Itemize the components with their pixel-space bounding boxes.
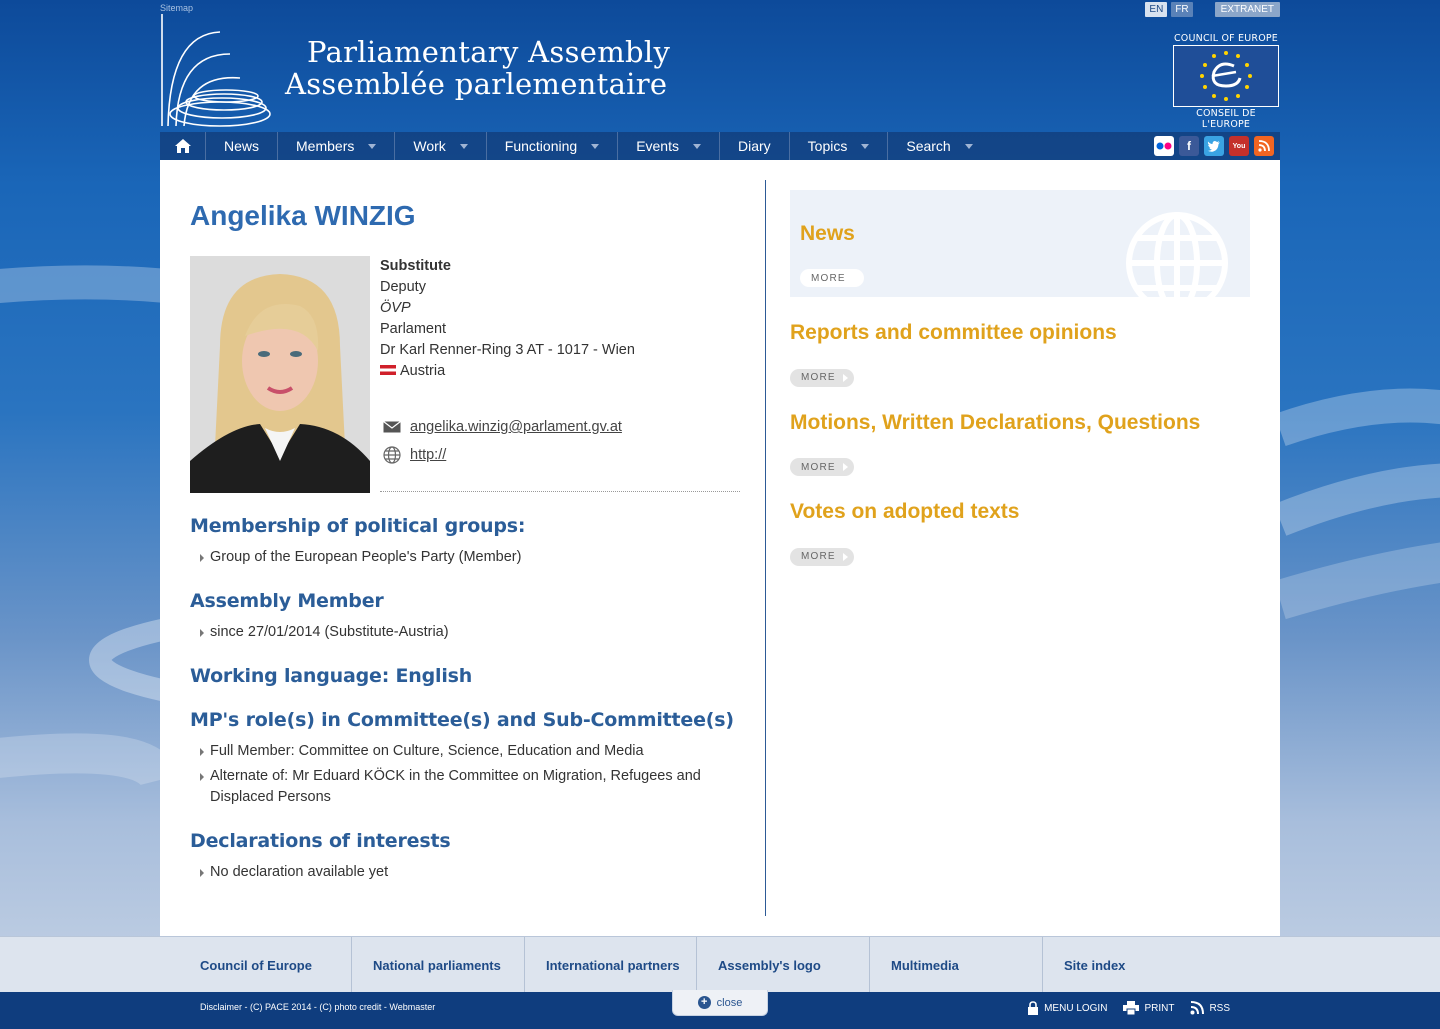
list-item: since 27/01/2014 (Substitute-Austria): [190, 622, 740, 643]
print-label: PRINT: [1144, 1002, 1175, 1014]
chevron-down-icon: [368, 144, 376, 149]
extranet-button[interactable]: EXTRANET: [1215, 2, 1280, 17]
assembly-title: [285, 36, 670, 100]
council-of-europe-logo[interactable]: [1172, 33, 1280, 130]
nav-label: Events: [636, 138, 679, 154]
print-button[interactable]: [1123, 1001, 1174, 1015]
committees-title: MP's role(s) in Committee(s) and Sub-Committee(s): [190, 709, 734, 731]
nav-item-functioning[interactable]: [487, 132, 618, 160]
member-country: [380, 361, 635, 382]
rss-button[interactable]: [1190, 1001, 1230, 1015]
footer-link-assembly-logo[interactable]: Assembly's logo: [718, 957, 821, 973]
list-item: Full Member: Committee on Culture, Science, Education and Media: [190, 741, 740, 762]
nav-label: Topics: [807, 138, 848, 154]
social-links: [1154, 136, 1274, 156]
footer-link-multimedia[interactable]: Multimedia: [891, 957, 959, 973]
column-divider: [765, 180, 766, 916]
nav-item-search[interactable]: [888, 132, 990, 160]
email-link[interactable]: angelika.winzig@parlament.gv.at: [410, 419, 622, 435]
member-contact: [380, 413, 622, 469]
rss-feed-icon: [1190, 1001, 1204, 1015]
member-photo: [190, 256, 370, 493]
list-item: Alternate of: Mr Eduard KÖCK in the Committee on Migration, Refugees and Displaced Persons: [190, 766, 740, 808]
member-details: [380, 256, 635, 382]
member-role: Deputy: [380, 279, 426, 295]
nav-item-work[interactable]: [395, 132, 486, 160]
footer-separator: [869, 937, 870, 993]
home-icon: [174, 138, 192, 154]
sidebar: [790, 190, 1250, 566]
profile-divider: [380, 491, 740, 492]
main-navigation: [160, 132, 1280, 160]
youtube-icon[interactable]: You: [1229, 136, 1249, 156]
news-title: News: [800, 222, 855, 245]
close-footer-tab[interactable]: [672, 990, 768, 1016]
close-label: close: [716, 996, 743, 1009]
declarations-title: Declarations of interests: [190, 830, 451, 852]
political-groups-list: [190, 547, 740, 568]
footer-link-national-parliaments[interactable]: National parliaments: [373, 957, 501, 973]
nav-label: News: [224, 138, 260, 154]
member-party: ÖVP: [380, 300, 411, 316]
lang-fr-button[interactable]: FR: [1171, 2, 1192, 17]
main-content-panel: [160, 160, 1280, 936]
nav-item-events[interactable]: [618, 132, 720, 160]
country-name: Austria: [400, 363, 446, 379]
nav-label: Members: [296, 138, 355, 154]
chevron-down-icon: [861, 144, 869, 149]
globe-icon: [1122, 208, 1232, 297]
declarations-list: [190, 862, 740, 883]
member-card: [190, 256, 740, 493]
coe-logo-top-text: COUNCIL OF EUROPE: [1173, 33, 1279, 44]
printer-icon: [1123, 1001, 1139, 1015]
lang-en-button[interactable]: EN: [1145, 2, 1167, 17]
member-profile: [190, 180, 740, 887]
footer-legal-text[interactable]: Disclaimer - (C) PACE 2014 - (C) photo credit - Webmaster: [200, 1002, 436, 1012]
austria-flag-icon: [380, 365, 396, 375]
sitemap-link[interactable]: Sitemap: [160, 3, 194, 13]
reports-more-button[interactable]: MORE: [790, 369, 854, 387]
language-bar: [1145, 2, 1280, 17]
assembly-member-list: [190, 622, 740, 643]
website-link[interactable]: http://: [410, 447, 447, 463]
footer-link-council-of-europe[interactable]: Council of Europe: [200, 957, 312, 973]
coe-logo-bottom-text: CONSEIL DE L'EUROPE: [1196, 108, 1256, 130]
assembly-member-title: Assembly Member: [190, 590, 384, 612]
nav-label: Search: [906, 138, 951, 154]
nav-item-news[interactable]: [206, 132, 278, 160]
footer-separator: [524, 937, 525, 993]
footer-separator: [351, 937, 352, 993]
facebook-icon[interactable]: f: [1179, 136, 1199, 156]
list-item: Group of the European People's Party (Member): [190, 547, 740, 568]
footer-separator: [1042, 937, 1043, 993]
working-language-title: Working language: English: [190, 665, 473, 687]
nav-item-diary[interactable]: [720, 132, 790, 160]
member-name: Angelika WINZIG: [190, 200, 416, 231]
rss-label: RSS: [1209, 1002, 1230, 1014]
news-box: [790, 190, 1250, 297]
globe-icon: [380, 446, 404, 464]
member-address: Dr Karl Renner-Ring 3 AT - 1017 - Wien: [380, 342, 635, 358]
assembly-hemicycle-logo: [160, 14, 272, 128]
nav-label: Diary: [738, 138, 771, 154]
plus-circle-icon: +: [698, 996, 711, 1009]
committees-list: [190, 741, 740, 808]
nav-item-members[interactable]: [278, 132, 395, 160]
twitter-icon[interactable]: [1204, 136, 1224, 156]
site-header: [160, 0, 1280, 132]
title-english: Parliamentary Assembly: [307, 35, 671, 69]
footer-separator: [696, 937, 697, 993]
menu-login-button[interactable]: [1027, 1001, 1107, 1015]
list-item: No declaration available yet: [190, 862, 740, 883]
nav-label: Work: [413, 138, 446, 154]
news-more-button[interactable]: MORE: [800, 269, 864, 287]
member-status: Substitute: [380, 258, 451, 274]
chevron-down-icon: [460, 144, 468, 149]
political-groups-title: Membership of political groups:: [190, 515, 526, 537]
lock-icon: [1027, 1001, 1039, 1015]
member-institution: Parlament: [380, 321, 447, 337]
nav-label: Functioning: [504, 138, 578, 154]
coe-emblem-icon: [1173, 45, 1279, 107]
reports-title[interactable]: Reports and committee opinions: [790, 321, 1117, 344]
motions-more-button[interactable]: MORE: [790, 458, 854, 476]
footer-tools: [1027, 1001, 1230, 1015]
home-button[interactable]: [160, 132, 206, 160]
chevron-down-icon: [591, 144, 599, 149]
envelope-icon: [380, 421, 404, 433]
chevron-down-icon: [965, 144, 973, 149]
nav-item-topics[interactable]: [790, 132, 889, 160]
votes-more-button[interactable]: MORE: [790, 548, 854, 566]
menu-login-label: MENU LOGIN: [1044, 1002, 1108, 1014]
flickr-icon[interactable]: [1154, 136, 1174, 156]
footer-link-site-index[interactable]: Site index: [1064, 957, 1126, 973]
votes-title[interactable]: Votes on adopted texts: [790, 500, 1020, 523]
motions-title[interactable]: Motions, Written Declarations, Questions: [790, 410, 1201, 434]
footer-link-international-partners[interactable]: International partners: [546, 957, 680, 973]
rss-icon[interactable]: [1254, 136, 1274, 156]
title-french: Assemblée parlementaire: [285, 67, 668, 101]
chevron-down-icon: [693, 144, 701, 149]
footer-links: [0, 936, 1440, 992]
